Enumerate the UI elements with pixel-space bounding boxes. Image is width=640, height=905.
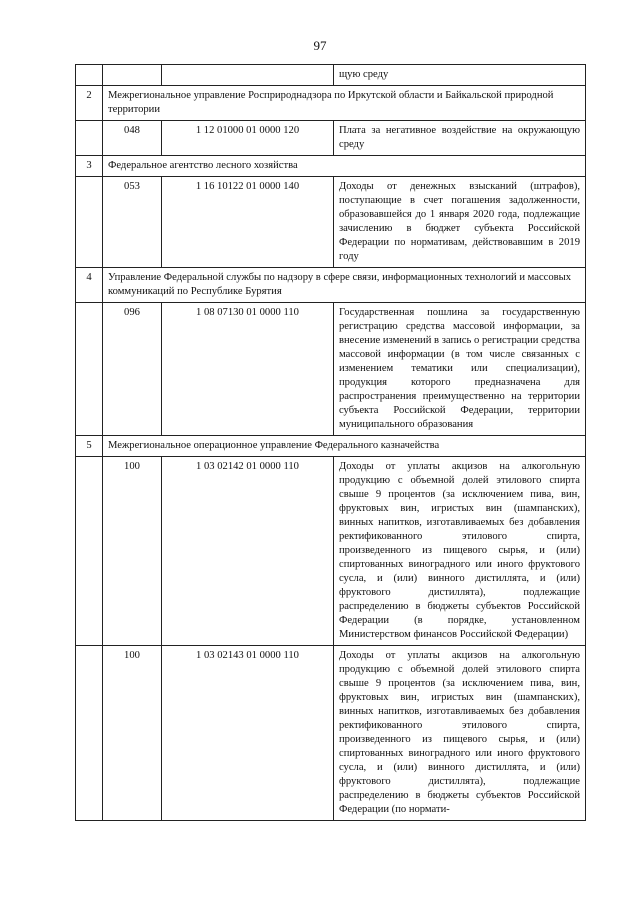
revenue-description: Государственная пошлина за государственную регистрацию средства массовой информации, за внесение изменений в запись о регистрации средства массовой информации (в том числе связанных с изменением тематики или специализации), продукция которого предназначена для распространения преимущественно на территории субъекта Российской Федерации, территории муниципального образования — [334, 303, 586, 436]
revenue-description: Плата за негативное воздействие на окружающую среду — [334, 121, 586, 156]
row-number: 5 — [76, 436, 103, 457]
row-number: 2 — [76, 86, 103, 121]
table-row — [76, 177, 586, 268]
table-row — [76, 457, 586, 646]
row-number — [76, 646, 103, 821]
row-number — [76, 65, 103, 86]
administrator-code — [103, 65, 162, 86]
revenue-description: щую среду — [334, 65, 586, 86]
organization-row — [76, 436, 586, 457]
revenue-administrators-table — [75, 64, 586, 821]
budget-classification-code: 1 08 07130 01 0000 110 — [162, 303, 334, 436]
budget-classification-code: 1 03 02142 01 0000 110 — [162, 457, 334, 646]
revenue-description: Доходы от денежных взысканий (штрафов), поступающие в счет погашения задолженности, образовавшейся до 1 января 2020 года, подлежащие зачислению в бюджет субъекта Российской Федерации по нормативам, действовавшим в 2019 году — [334, 177, 586, 268]
table-row — [76, 65, 586, 86]
table-row — [76, 303, 586, 436]
row-number: 3 — [76, 156, 103, 177]
organization-row — [76, 268, 586, 303]
table-row — [76, 646, 586, 821]
row-number — [76, 177, 103, 268]
organization-row — [76, 86, 586, 121]
table-body — [76, 65, 586, 821]
page-number: 97 — [313, 38, 327, 53]
row-number: 4 — [76, 268, 103, 303]
row-number — [76, 457, 103, 646]
administrator-code: 100 — [103, 457, 162, 646]
administrator-code: 053 — [103, 177, 162, 268]
administrator-code: 096 — [103, 303, 162, 436]
budget-classification-code: 1 12 01000 01 0000 120 — [162, 121, 334, 156]
administrator-code: 100 — [103, 646, 162, 821]
budget-classification-code — [162, 65, 334, 86]
row-number — [76, 121, 103, 156]
budget-classification-code: 1 03 02143 01 0000 110 — [162, 646, 334, 821]
budget-classification-code: 1 16 10122 01 0000 140 — [162, 177, 334, 268]
organization-row — [76, 156, 586, 177]
table-row — [76, 121, 586, 156]
row-number — [76, 303, 103, 436]
organization-name: Межрегиональное операционное управление Федерального казначейства — [103, 436, 586, 457]
revenue-description: Доходы от уплаты акцизов на алкогольную продукцию с объемной долей этилового спирта свыше 9 процентов (за исключением пива, вин, фруктовых вин, игристых вин (шампанских), винных напитков, изготавливаемых без добавления ректификованного этилового спирта, произведенного из пищевого сырья, и (или) спиртованных виноградного или иного фруктового сусла, и (или) винного дистиллята, и (или) фруктового дистиллята), подлежащие распределению в бюджеты субъектов Российской Федерации (по нормати- — [334, 646, 586, 821]
organization-name: Межрегиональное управление Росприроднадзора по Иркутской области и Байкальской природной территории — [103, 86, 586, 121]
administrator-code: 048 — [103, 121, 162, 156]
organization-name: Федеральное агентство лесного хозяйства — [103, 156, 586, 177]
organization-name: Управление Федеральной службы по надзору в сфере связи, информационных технологий и массовых коммуникаций по Республике Бурятия — [103, 268, 586, 303]
revenue-description: Доходы от уплаты акцизов на алкогольную продукцию с объемной долей этилового спирта свыше 9 процентов (за исключением пива, вин, фруктовых вин, игристых вин (шампанских), винных напитков, изготавливаемых без добавления ректификованного этилового спирта, произведенного из пищевого сырья, и (или) спиртованных виноградного или иного фруктового сусла, и (или) винного дистиллята, и (или) фруктового дистиллята), подлежащие распределению в бюджеты субъектов Российской Федерации (в порядке, установленном Министерством финансов Российской Федерации) — [334, 457, 586, 646]
